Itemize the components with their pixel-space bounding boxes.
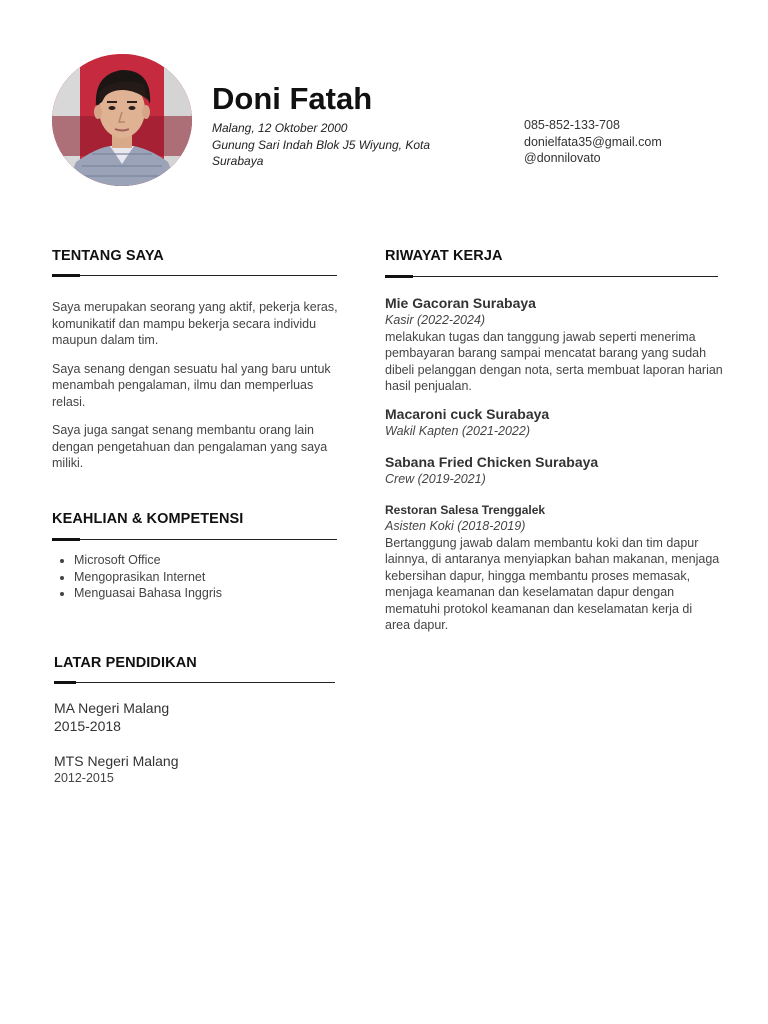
education-entry bbox=[54, 699, 169, 735]
about-paragraph: Saya juga sangat senang membantu orang lain dengan pengetahuan dan pengalaman yang saya miliki. bbox=[52, 423, 328, 470]
skills-section-title: KEAHLIAN & KOMPETENSI bbox=[52, 511, 244, 527]
profile-photo bbox=[52, 54, 192, 186]
job-entry bbox=[385, 454, 598, 488]
job-entry bbox=[385, 502, 720, 634]
education-divider-accent bbox=[54, 681, 76, 684]
education-years: 2012-2015 bbox=[54, 771, 114, 785]
about-divider-accent bbox=[52, 274, 80, 277]
job-company: Restoran Salesa Trenggalek bbox=[385, 503, 546, 517]
job-description: melakukan tugas dan tanggung jawab seperti menerima pembayaran barang sampai mencatat barang yang sudah dibeli pelanggan dengan nota, serta membuat laporan harian hasil penjualan. bbox=[385, 329, 723, 393]
job-entry bbox=[385, 295, 725, 395]
address-info: Gunung Sari Indah Blok J5 Wiyung, Kota Surabaya bbox=[212, 137, 431, 168]
about-paragraph: Saya merupakan seorang yang aktif, pekerja keras, komunikatif dan mampu bekerja secara individu maupun dalam tim. bbox=[52, 300, 338, 347]
skills-divider-accent bbox=[52, 538, 80, 541]
phone-number: 085-852-133-708 bbox=[524, 118, 620, 132]
work-section-title: RIWAYAT KERJA bbox=[385, 248, 503, 264]
candidate-name: Doni Fatah bbox=[212, 81, 373, 116]
skills-list bbox=[52, 552, 342, 602]
job-company: Mie Gacoran Surabaya bbox=[385, 295, 536, 311]
social-handle: @donnilovato bbox=[524, 151, 601, 165]
education-school: MTS Negeri Malang bbox=[54, 753, 179, 769]
work-divider bbox=[385, 276, 718, 277]
email-address: donielfata35@gmail.com bbox=[524, 134, 662, 149]
education-entry bbox=[54, 752, 179, 786]
job-role: Kasir (2022-2024) bbox=[385, 313, 486, 327]
education-section-title: LATAR PENDIDIKAN bbox=[54, 655, 197, 671]
job-entry bbox=[385, 406, 549, 440]
job-company: Macaroni cuck Surabaya bbox=[385, 406, 550, 422]
about-section-title: TENTANG SAYA bbox=[52, 248, 164, 264]
job-role: Crew (2019-2021) bbox=[385, 472, 486, 486]
contact-info bbox=[524, 117, 662, 167]
birth-info: Malang, 12 Oktober 2000 bbox=[212, 121, 348, 135]
skills-divider bbox=[52, 539, 337, 540]
personal-info bbox=[212, 120, 457, 170]
skill-item: • Microsoft Office bbox=[74, 552, 342, 569]
job-company: Sabana Fried Chicken Surabaya bbox=[385, 454, 599, 470]
profile-photo-image bbox=[52, 54, 192, 186]
about-section-body bbox=[52, 299, 342, 472]
skill-item: • Mengoprasikan Internet bbox=[74, 569, 342, 586]
education-divider bbox=[54, 682, 335, 683]
job-role: Asisten Koki (2018-2019) bbox=[385, 519, 526, 533]
education-school: MA Negeri Malang bbox=[54, 700, 170, 716]
job-description: Bertanggung jawab dalam membantu koki dan tim dapur lainnya, di antaranya menyiapkan bahan makanan, menjaga kebersihan dapur, hingga membantu proses memasak, menjaga keamanan dan keselamatan dapur dengan mematuhi protokol keamanan dan keselamatan kerja di area dapur. bbox=[385, 535, 720, 632]
job-role: Wakil Kapten (2021-2022) bbox=[385, 424, 530, 438]
skills-list-wrapper bbox=[52, 552, 342, 602]
about-divider bbox=[52, 275, 337, 276]
skill-item: • Menguasai Bahasa Inggris bbox=[74, 585, 342, 602]
work-divider-accent bbox=[385, 275, 413, 278]
about-paragraph: Saya senang dengan sesuatu hal yang baru untuk menambah pengalaman, ilmu dan memperluas relasi. bbox=[52, 361, 331, 409]
education-years: 2015-2018 bbox=[54, 718, 121, 734]
